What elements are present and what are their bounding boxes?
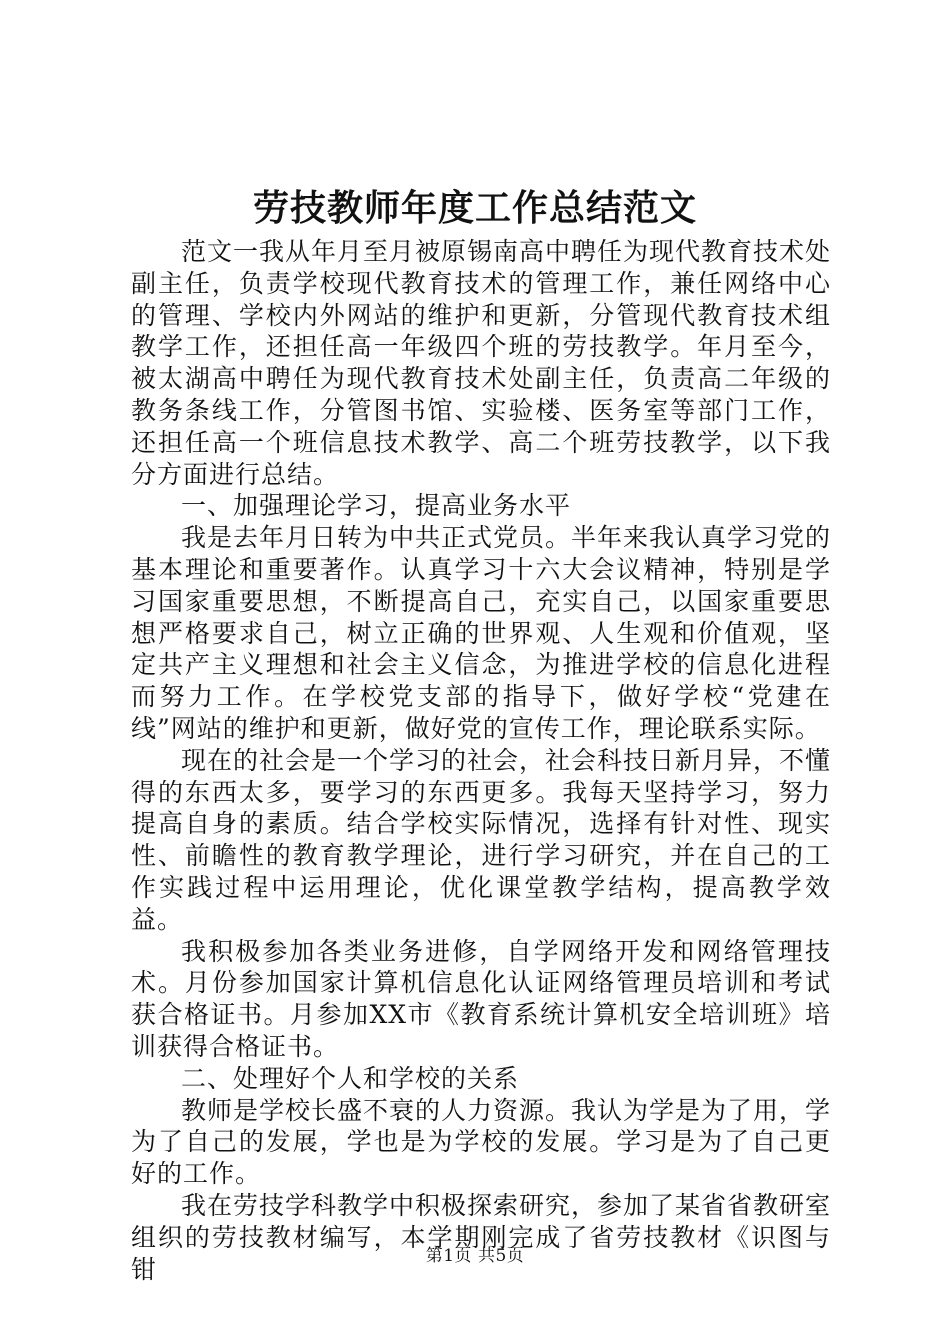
body-paragraph: 我在劳技学科教学中积极探索研究，参加了某省省教研室组织的劳技教材编写，本学期刚完成了省劳技教材《识图与钳 xyxy=(131,1190,832,1284)
document-title: 劳技教师年度工作总结范文 xyxy=(252,187,697,229)
section-heading: 一、加强理论学习，提高业务水平 xyxy=(181,491,572,521)
body-paragraph: 范文一我从年月至月被原锡南高中聘任为现代教育技术处副主任，负责学校现代教育技术的管理工作，兼任网络中心的管理、学校内外网站的维护和更新，分管现代教育技术组教学工作，还担任高一年级四个班的劳技教学。年月至今，被太湖高中聘任为现代教育技术处副主任，负责高二年级的教务条线工作，分管图书馆、实验楼、医务室等部门工作，还担任高一个班信息技术教学、高二个班劳技教学，以下我分方面进行总结。 xyxy=(131,237,832,489)
body-paragraph: 我积极参加各类业务进修，自学网络开发和网络管理技术。月份参加国家计算机信息化认证网络管理员培训和考试获合格证书。月参加XX市《教育系统计算机安全培训班》培训获得合格证书。 xyxy=(131,936,831,1061)
body-paragraph: 现在的社会是一个学习的社会，社会科技日新月异，不懂得的东西太多，要学习的东西更多。我每天坚持学习，努力提高自身的素质。结合学校实际情况，选择有针对性、现实性、前瞻性的教育教学理论，进行学习研究，并在自己的工作实践过程中运用理论，优化课堂教学结构，提高教学效益。 xyxy=(131,745,832,934)
body-paragraph: 教师是学校长盛不衰的人力资源。我认为学是为了用，学为了自己的发展，学也是为学校的发展。学习是为了自己更好的工作。 xyxy=(131,1095,832,1189)
page-footer: 第1页 共5页 xyxy=(425,1246,525,1266)
body-paragraph: 我是去年月日转为中共正式党员。半年来我认真学习党的基本理论和重要著作。认真学习十六大会议精神，特别是学习国家重要思想，不断提高自己，充实自己，以国家重要思想严格要求自己，树立正确的世界观、人生观和价值观，坚定共产主义理想和社会主义信念，为推进学校的信息化进程而努力工作。在学校党支部的指导下，做好学校“党建在线”网站的维护和更新，做好党的宣传工作，理论联系实际。 xyxy=(131,523,832,743)
document-body xyxy=(131,236,831,1285)
section-heading: 二、处理好个人和学校的关系 xyxy=(181,1063,520,1093)
